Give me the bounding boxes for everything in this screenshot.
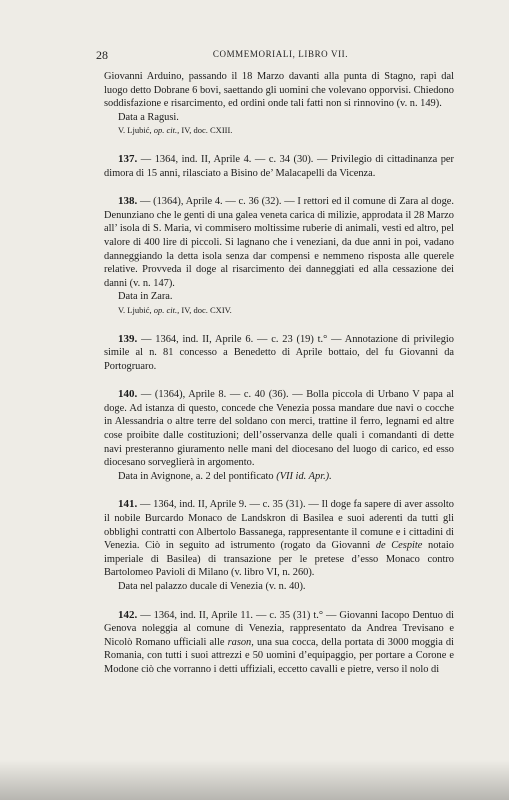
entry-number: 140. bbox=[118, 388, 138, 401]
entry-138 bbox=[104, 195, 454, 317]
entry-137 bbox=[104, 153, 454, 180]
entry-continuation bbox=[104, 70, 454, 138]
entry-142 bbox=[104, 609, 454, 677]
entry-number: 139. bbox=[118, 332, 138, 345]
entry-text: 140. — (1364), Aprile 8. — c. 40 (36). — Bolla piccola di Urbano V papa al doge. Ad istanza di questo, concede che Venezia possa mandare due navi o cocche in Alessandria o altre terre del soldano con merci, trattine il ferro, legnami ed altre cose proibite dalle costituzioni; dell’osservanza delle quali i comandanti di dette navi presteranno giuramento nelle mani del diocesano del luogo di carico, ed esso diocesano sorveglierà in argomento. bbox=[104, 388, 454, 469]
entry-number: 137. bbox=[118, 152, 138, 165]
entry-reference: V. Ljubić, op. cit., IV, doc. CXIII. bbox=[118, 125, 233, 136]
entry-dateline: Data nel palazzo ducale di Venezia (v. n. 40). bbox=[118, 581, 306, 592]
entry-reference: V. Ljubić, op. cit., IV, doc. CXIV. bbox=[118, 304, 232, 315]
entry-text: 138. — (1364), Aprile 4. — c. 36 (32). — I rettori ed il comune di Zara al doge. Denunziano che le genti di una galea veneta carica di milizie, approdata il 28 Marzo all’ isola di S. Maria, vi commisero moltissime ruberie di animali, vesti ed altro, pel valore di 400 lire di piccoli. Si lagnano che i veneziani, da due anni in poi, vadano danneggiando la detta isola senza dar compensi e nemmeno risposta alle querele relative. Provveda il doge al risarcimento dei danneggiati ed alla cessazione dei danni (v. n. 147). bbox=[104, 195, 454, 289]
entry-dateline: Data in Zara. bbox=[118, 291, 173, 303]
entry-dateline: Data in Avignone, a. 2 del pontificato (VII id. Apr.). bbox=[118, 470, 332, 482]
running-title: COMMEMORIALI, LIBRO VII. bbox=[212, 49, 349, 59]
entry-text: 139. — 1364, ind. II, Aprile 6. — c. 23 (19) t.° — Annotazione di privilegio simile al n. 81 concesso a Benedetto di Aprile bottaio, del fu Giovanni da Portogruaro. bbox=[104, 332, 454, 372]
entry-141 bbox=[104, 498, 454, 593]
page-number: 28 bbox=[96, 48, 108, 62]
entry-number: 141. bbox=[118, 498, 138, 511]
entry-dateline: Data a Ragusi. bbox=[118, 111, 179, 123]
entry-number: 138. bbox=[118, 195, 138, 208]
page-body bbox=[104, 70, 454, 677]
entry-number: 142. bbox=[118, 608, 138, 621]
page-header bbox=[96, 48, 465, 64]
entry-text: 141. — 1364, ind. II, Aprile 9. — c. 35 (31). — Il doge fa sapere di aver assolto il nobile Burcardo Monaco de Landskron di Basilea e suoi aderenti da tutti gli obblighi contratti con Albertolo Bassanega, rappresentante il comune e i cittadini di Venezia. Ciò in seguito ad istrumento (rogato da Giovanni de Cespite notaio imperiale di Basilea) di transazione per le pretese d’esso Monaco contro Bartolomeo Pavioli di Milano (v. libro VI, n. 260). bbox=[104, 498, 455, 579]
entry-text: 137. — 1364, ind. II, Aprile 4. — c. 34 (30). — Privilegio di cittadinanza per dimora di 15 anni, rilasciato a Bisino de’ Malacapelli da Vicenza. bbox=[104, 152, 454, 179]
entry-text: Giovanni Arduino, passando il 18 Marzo davanti alla punta di Stagno, rapì dal luogo detto Dobrane 6 bovi, saettando gli uomini che volevano opporvisi. Chiedono soddisfazione e risarcimento, ed ordini onde tali fatti non si rinnovino (v. n. 149). bbox=[104, 71, 454, 110]
entry-text: 142. — 1364, ind. II, Aprile 11. — c. 35 (31) t.° — Giovanni Iacopo Dentuo di Genova noleggia al comune di Venezia, rappresentato da Andrea Trevisano e Nicolò Romano ufficiali alle rason, una sua cocca, della portata di 3000 moggia di Romania, con tutti i suoi attrezzi e 50 uomini d’equipaggio, per portare a Corone e Modone ciò che vorranno i detti uffiziali, eccetto cavalli e pietre, verso il nolo di bbox=[104, 608, 454, 675]
entry-140 bbox=[104, 388, 454, 483]
entry-139 bbox=[104, 333, 454, 374]
